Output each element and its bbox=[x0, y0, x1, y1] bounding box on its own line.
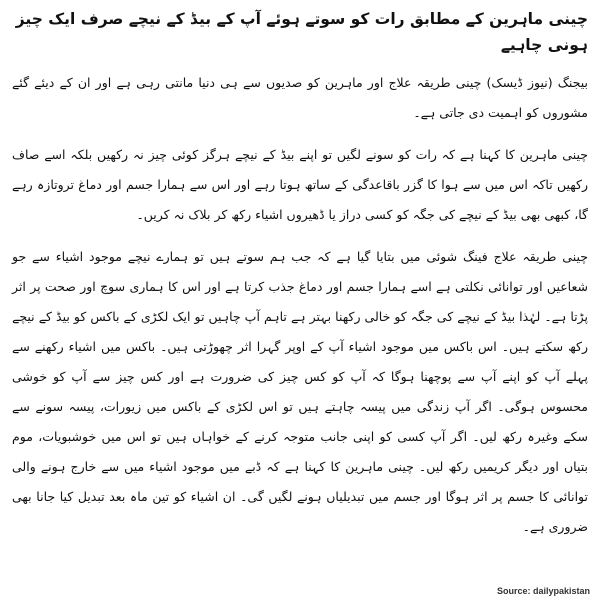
source-credit: Source: dailypakistan bbox=[496, 586, 590, 596]
article-paragraph-advice: چینی ماہرین کا کہنا ہے کہ رات کو سونے لگیں تو اپنے بیڈ کے نیچے ہرگز کوئی چیز نہ رکھیں بلکہ اسے صاف رکھیں تاکہ اس میں سے ہوا کا گزر باقاعدگی کے ساتھ ہوتا رہے اور اس سے ہمارا جسم اور دماغ تروتازہ رہے گا، کبھی بھی بیڈ کے نیچے کی جگہ کو کسی دراز یا ڈھیروں اشیاء رکھ کر بلاک نہ کریں۔ bbox=[12, 147, 588, 222]
article-headline: چینی ماہرین کے مطابق رات کو سوتے ہوئے آپ کے بیڈ کے نیچے صرف ایک چیز ہونی چاہیے bbox=[15, 10, 588, 54]
article-paragraph-intro: بیجنگ (نیوز ڈیسک) چینی طریقہ علاج اور ماہرین کو صدیوں سے ہی دنیا مانتی رہی ہے اور ان کے دیئے گئے مشوروں کو اہمیت دی جاتی ہے۔ bbox=[12, 75, 588, 120]
article-paragraph-feng-shui: چینی طریقہ علاج فینگ شوئی میں بتایا گیا ہے کہ جب ہم سوتے ہیں تو ہمارے نیچے موجود اشیاء سے جو شعاعیں اور توانائی نکلتی ہے اسے ہمارا جسم اور دماغ جذب کرتا ہے اور اس کا ہماری سوچ اور صحت پر اثر پڑتا ہے۔ لہٰذا بیڈ کے نیچے کی جگہ کو خالی رکھنا بہتر ہے تاہم آپ چاہیں تو ایک لکڑی کے باکس کو بیڈ کے نیچے رکھ سکتے ہیں۔ اس باکس میں موجود اشیاء آپ کے اوپر گہرا اثر چھوڑتی ہیں۔ باکس میں اشیاء رکھنے سے پہلے آپ کو اپنے آپ سے پوچھنا ہوگا کہ آپ کو کس چیز کی ضرورت ہے اور کس چیز سے آپ کو خوشی محسوس ہوگی۔ اگر آپ زندگی میں پیسہ چاہتے ہیں تو اس لکڑی کے باکس میں زیورات، پیسہ سونے سے سکے وغیرہ رکھ لیں۔ اگر آپ کسی کو اپنی جانب متوجہ کرنے کے خواہاں ہیں تو اس میں خوشبویات، موم بتیاں اور دیگر کریمیں رکھ لیں۔ چینی ماہرین کا کہنا ہے کہ ڈبے میں موجود اشیاء میں سے خارج ہونے والی توانائی کا جسم پر اثر ہوگا اور جسم میں تبدیلیاں ہونے لگیں گی۔ ان اشیاء کو تین ماہ بعد تبدیل کیا جانا بھی ضروری ہے۔ bbox=[12, 249, 588, 534]
